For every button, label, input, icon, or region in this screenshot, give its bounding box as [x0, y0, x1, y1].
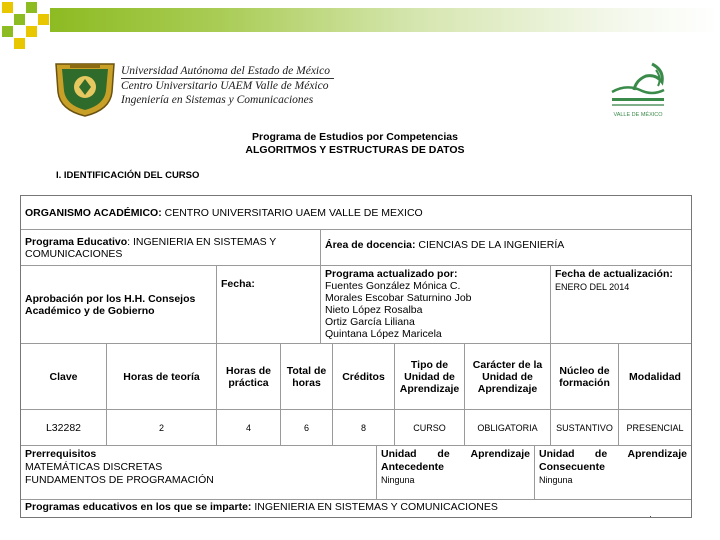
aprobacion-label: Aprobación por los H.H. Consejos Académico y de Gobierno: [25, 292, 196, 317]
fecha-actualizacion-cell: [551, 266, 691, 343]
deco-square: [2, 2, 13, 13]
area-label: Área de docencia:: [325, 239, 416, 251]
value-clave: L32282: [21, 410, 107, 445]
program-title: [200, 131, 510, 157]
consecuente-cell: [535, 446, 691, 499]
col-horas-teoria: Horas de teoría: [107, 344, 217, 409]
antecedente-label-line: [381, 448, 530, 461]
fecha-actualizacion-value: ENERO DEL 2014: [555, 282, 630, 292]
consecuente-label-c: Aprendizaje: [627, 448, 687, 460]
section-title: I. IDENTIFICACIÓN DEL CURSO: [56, 170, 200, 181]
programa-value: : INGENIERIA EN SISTEMAS Y COMUNICACIONES: [25, 236, 277, 260]
area-cell: [321, 230, 691, 265]
prerrequisitos-row: [21, 446, 691, 500]
col-caracter-unidad: Carácter de la Unidad de Aprendizaje: [465, 344, 551, 409]
university-seal-icon: [52, 58, 118, 118]
col-creditos: Créditos: [333, 344, 395, 409]
deco-square: [14, 38, 25, 49]
actualizado-name: Quintana López Maricela: [325, 328, 442, 340]
col-clave: Clave: [21, 344, 107, 409]
prerrequisito-item: MATEMÁTICAS DISCRETAS: [25, 461, 163, 473]
value-total-horas: 6: [281, 410, 333, 445]
consecuente-value: Ninguna: [539, 475, 573, 485]
university-name: Universidad Autónoma del Estado de México: [121, 64, 334, 79]
value-horas-teoria: 2: [107, 410, 217, 445]
value-nucleo-formacion: SUSTANTIVO: [551, 410, 619, 445]
course-values-row: [21, 410, 691, 446]
value-tipo-unidad: CURSO: [395, 410, 465, 445]
university-name-block: [121, 64, 334, 107]
campus-name: Centro Universitario UAEM Valle de México: [121, 80, 329, 92]
program-title-line1: Programa de Estudios por Competencias: [252, 131, 458, 143]
course-identification-table: [20, 195, 692, 518]
deco-square: [26, 2, 37, 13]
campus-logo-text: VALLE DE MÉXICO: [613, 112, 663, 118]
consecuente-label-line: [539, 448, 687, 461]
prerrequisitos-cell: [21, 446, 377, 499]
actualizado-name: Ortiz García Liliana: [325, 316, 415, 328]
actualizado-name: Nieto López Rosalba: [325, 304, 423, 316]
actualizado-name: Morales Escobar Saturnino Job: [325, 292, 472, 304]
col-tipo-unidad: Tipo de Unidad de Aprendizaje: [395, 344, 465, 409]
program-title-line2: ALGORITMOS Y ESTRUCTURAS DE DATOS: [245, 144, 465, 156]
area-value: CIENCIAS DE LA INGENIERÍA: [415, 239, 565, 251]
organismo-row: [21, 196, 691, 230]
actualizado-name: Fuentes González Mónica C.: [325, 280, 461, 292]
imparte-label: Programas educativos en los que se imparte:: [25, 501, 252, 513]
antecedente-cell: [377, 446, 535, 499]
organismo-value: CENTRO UNIVERSITARIO UAEM VALLE DE MEXICO: [161, 206, 423, 219]
prerrequisitos-label: Prerrequisitos: [25, 448, 97, 460]
fecha-actualizacion-label: Fecha de actualización:: [555, 268, 673, 280]
page-mark: ·: [649, 511, 652, 521]
consecuente-label-d: Consecuente: [539, 461, 605, 473]
col-modalidad: Modalidad: [629, 370, 681, 383]
consecuente-label-b: de: [594, 448, 608, 460]
value-creditos: 8: [333, 410, 395, 445]
prerrequisito-item: FUNDAMENTOS DE PROGRAMACIÓN: [25, 474, 214, 486]
consecuente-label-a: Unidad: [539, 448, 575, 460]
actualizado-cell: [321, 266, 551, 343]
col-horas-practica: Horas de práctica: [217, 344, 281, 409]
aprobacion-row: [21, 266, 691, 344]
programa-cell: [21, 230, 321, 265]
antecedente-value: Ninguna: [381, 475, 415, 485]
col-total-horas: Total de horas: [281, 344, 333, 409]
value-caracter-unidad: OBLIGATORIA: [465, 410, 551, 445]
antecedente-label-d: Antecedente: [381, 461, 445, 473]
value-modalidad: PRESENCIAL: [626, 422, 684, 433]
antecedente-label-a: Unidad: [381, 448, 417, 460]
organismo-label: ORGANISMO ACADÉMICO:: [25, 206, 162, 219]
actualizado-label: Programa actualizado por:: [325, 268, 458, 280]
fecha-cell: [217, 266, 321, 343]
programa-row: [21, 230, 691, 266]
imparte-value: INGENIERIA EN SISTEMAS Y COMUNICACIONES: [251, 501, 498, 513]
deco-square: [14, 14, 25, 25]
col-nucleo-formacion: Núcleo de formación: [551, 344, 619, 409]
aprobacion-cell: [21, 266, 217, 343]
imparte-row: [21, 500, 691, 517]
program-name: Ingeniería en Sistemas y Comunicaciones: [121, 94, 314, 106]
programa-label: Programa Educativo: [25, 236, 128, 248]
antecedente-label-b: de: [437, 448, 450, 460]
course-header-row: [21, 344, 691, 410]
imparte-cell: [21, 500, 691, 517]
antecedente-label-c: Aprendizaje: [470, 448, 530, 460]
deco-square: [26, 26, 37, 37]
top-decorative-bar: [0, 0, 720, 50]
gradient-stripe: [50, 8, 720, 32]
fecha-label: Fecha:: [221, 278, 255, 290]
organismo-cell: [21, 205, 691, 221]
value-horas-practica: 4: [217, 410, 281, 445]
campus-logo-icon: [606, 60, 670, 120]
deco-square: [2, 26, 13, 37]
deco-square: [38, 14, 49, 25]
